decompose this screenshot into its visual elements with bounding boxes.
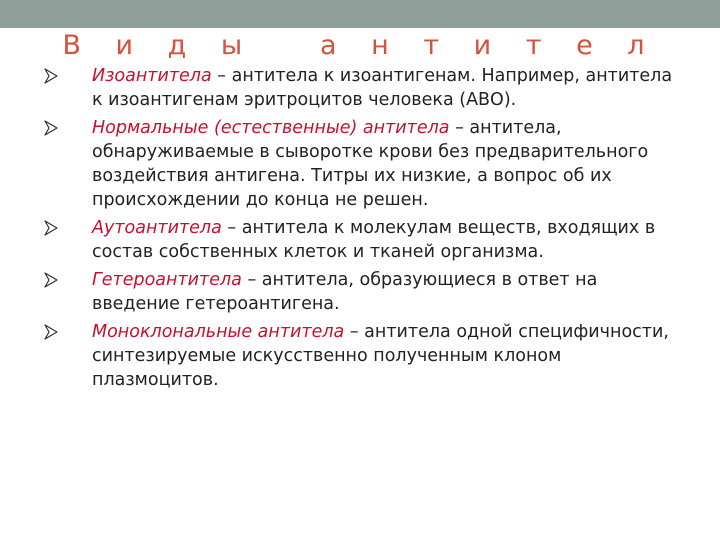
item-term: Изоантитела bbox=[92, 66, 212, 86]
item-term: Гетероантитела bbox=[92, 270, 242, 290]
arrow-bullet-icon bbox=[44, 324, 58, 340]
arrow-bullet-icon bbox=[44, 120, 58, 136]
item-text: – антитела к изоантигенам. Например, антитела к изоантигенам эритроцитов человека (АВО). bbox=[92, 66, 673, 110]
item-text: – антитела, образующиеся в ответ на введение гетероантигена. bbox=[92, 270, 598, 314]
list-item bbox=[44, 320, 684, 392]
list-item bbox=[44, 64, 684, 112]
item-text: – антитела к молекулам веществ, входящих в состав собственных клеток и тканей организма. bbox=[92, 218, 656, 262]
list-item bbox=[44, 116, 684, 212]
bullet-list bbox=[44, 64, 684, 396]
item-term: Моноклональные антитела bbox=[92, 322, 345, 342]
item-text: – антитела одной специфичности, синтезируемые искусственно полученным клоном плазмоцитов. bbox=[92, 322, 669, 390]
item-term: Аутоантитела bbox=[92, 218, 222, 238]
arrow-bullet-icon bbox=[44, 220, 58, 236]
top-accent-bar bbox=[0, 0, 720, 28]
slide-title: В и д ы а н т и т е л bbox=[62, 30, 658, 61]
item-term: Нормальные (естественные) антитела bbox=[92, 118, 450, 138]
list-item bbox=[44, 216, 684, 264]
arrow-bullet-icon bbox=[44, 68, 58, 84]
list-item bbox=[44, 268, 684, 316]
item-text: – антитела, обнаруживаемые в сыворотке крови без предварительного воздействия антигена. Титры их низкие, а вопрос об их происхождении до конца не решен. bbox=[92, 118, 649, 210]
arrow-bullet-icon bbox=[44, 272, 58, 288]
